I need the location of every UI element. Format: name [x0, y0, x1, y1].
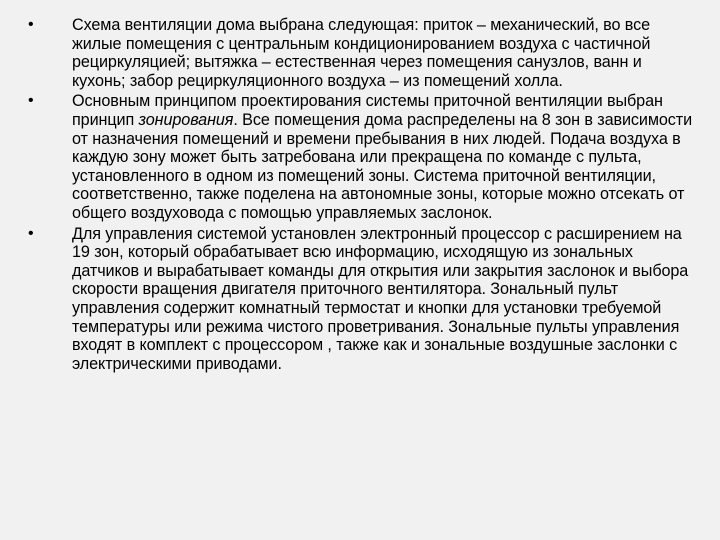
bullet-text: Для управления системой установлен электронный процессор с расширением на 19 зон, который обрабатывает всю информацию, исходящую из зональных датчиков и вырабатывает команды для открытия или закрытия заслонок и выбора скорости вращения двигателя приточного вентилятора. Зональный пульт управления содержит комнатный термостат и кнопки для установки требуемой температуры или режима чистого проветривания. Зональные пульты управления входят в комплект с процессором , также как и зональные воздушные заслонки с электрическими приводами.: [72, 224, 689, 373]
bullet-item-ventilation-scheme: [22, 16, 694, 90]
bullet-item-processor-control: [22, 225, 694, 374]
bullet-list: [22, 16, 694, 375]
bullet-text: Схема вентиляции дома выбрана следующая: приток – механический, во все жилые помещения с центральным кондиционированием воздуха с частичной рециркуляцией; вытяжка – естественная через помещения санузлов, ванн и кухонь; забор рециркуляционного воздуха – из помещений холла.: [72, 16, 651, 90]
bullet-icon: •: [28, 16, 34, 33]
bullet-text-before: Основным принципом проектирования системы приточной вентиляции выбран принцип: [72, 92, 663, 129]
bullet-icon: •: [28, 224, 34, 242]
bullet-item-zoning-principle: [22, 92, 694, 222]
bullet-text-after: . Все помещения дома распределены на 8 зон в зависимости от назначения помещений и времени пребывания в них людей. Подача воздуха в каждую зону может быть затребована или прекращена по команде с пульта, установленного в одном из помещений зоны. Система приточной вентиляции, соответственно, также поделена на автономные зоны, которые можно отсекать от общего воздуховода с помощью управляемых заслонок.: [72, 110, 693, 222]
bullet-emphasis: зонирования: [138, 110, 234, 129]
bullet-icon: •: [28, 92, 34, 110]
